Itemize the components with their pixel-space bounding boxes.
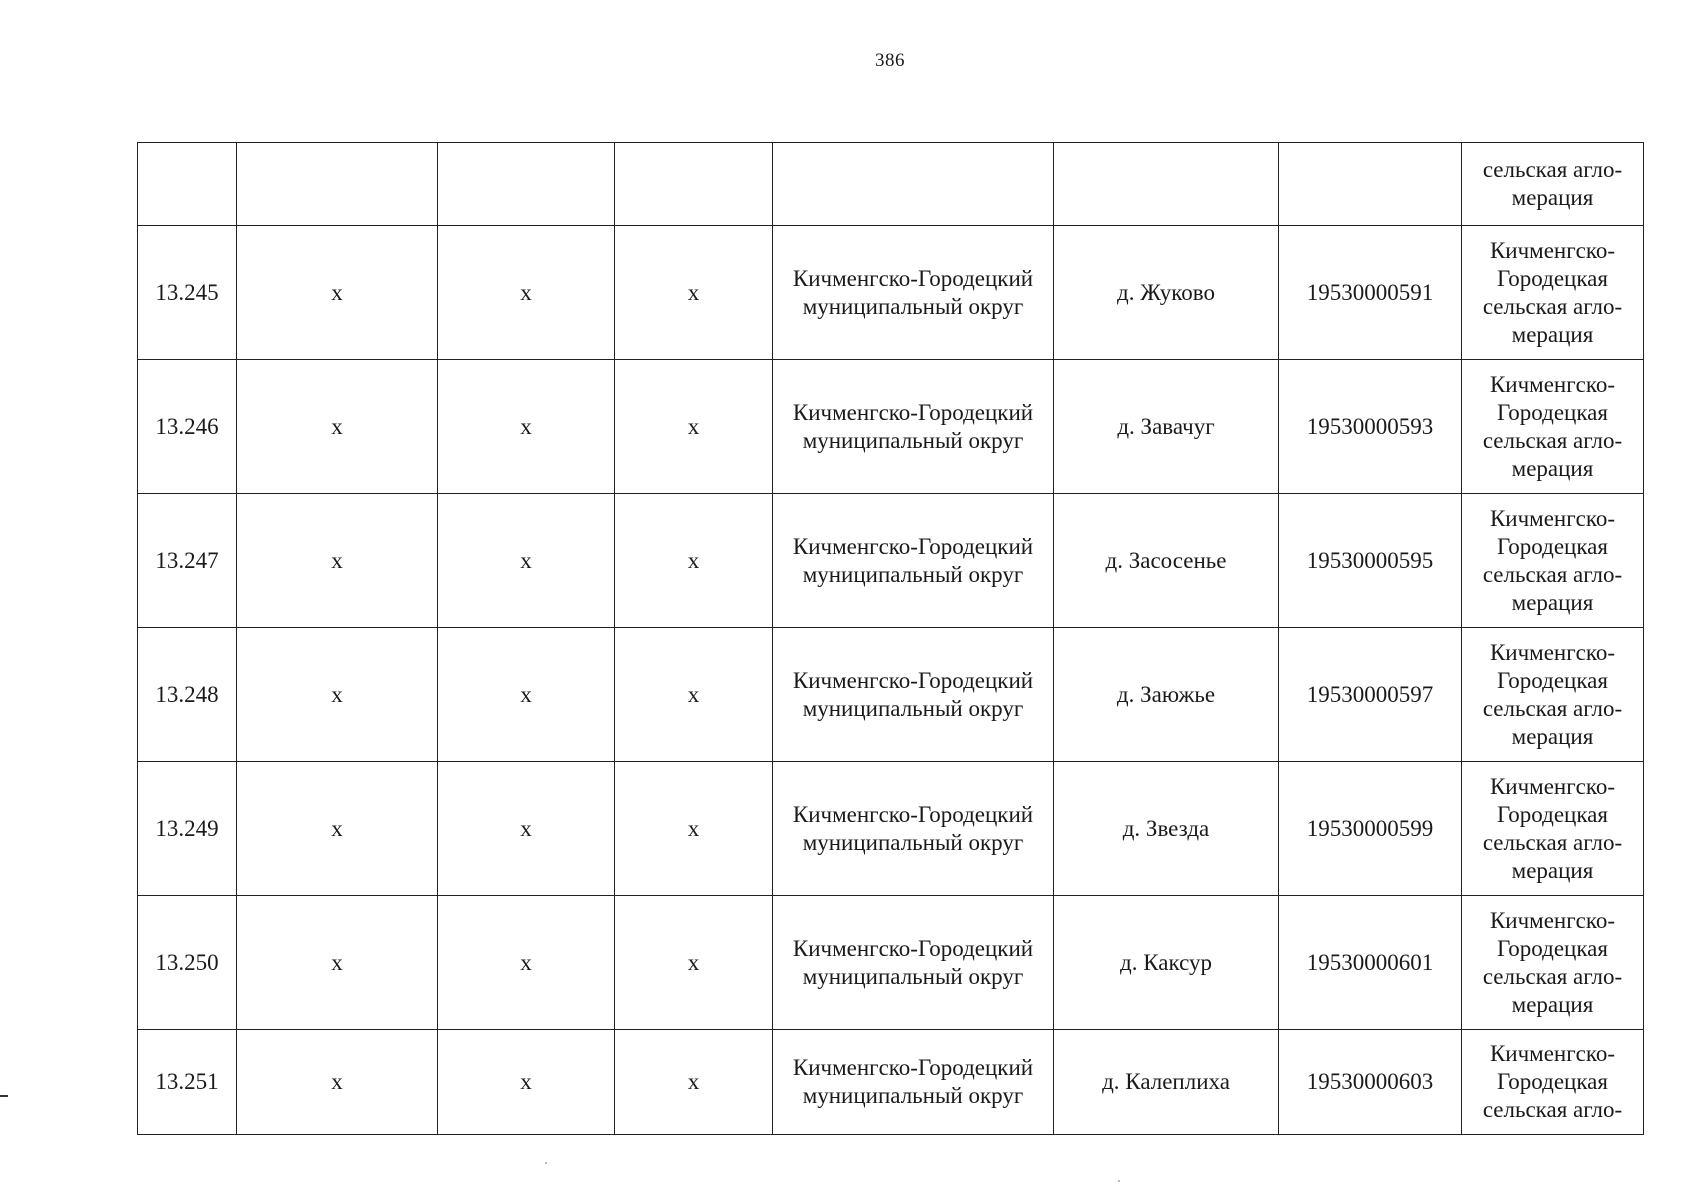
cell-district: Кичменгско-Городецкий муниципальный округ [773,896,1054,1030]
margin-mark [0,1095,8,1097]
cell-settlement: д. Каксур [1054,896,1279,1030]
cell-col2: х [237,360,438,494]
table-row [138,226,1644,360]
cell-col3: х [438,360,615,494]
cell-col2: х [237,494,438,628]
scan-speck [545,1162,547,1164]
page-number: 386 [875,50,905,71]
cell-col4: х [615,494,773,628]
cell-settlement: д. Калеплиха [1054,1030,1279,1135]
cell-col4: х [615,1030,773,1135]
cell-agglomeration: сельская агло- мерация [1462,143,1644,226]
table-row [138,360,1644,494]
cell-num: 13.247 [138,494,237,628]
cell-col3: х [438,896,615,1030]
cell-district [773,143,1054,226]
cell-num: 13.250 [138,896,237,1030]
cell-col4: х [615,762,773,896]
table-row [138,628,1644,762]
cell-district: Кичменгско-Городецкий муниципальный округ [773,494,1054,628]
cell-col2: х [237,762,438,896]
table-row [138,762,1644,896]
cell-code: 19530000593 [1279,360,1462,494]
cell-col3: х [438,762,615,896]
cell-district: Кичменгско-Городецкий муниципальный округ [773,628,1054,762]
cell-col4: х [615,628,773,762]
cell-col2: х [237,226,438,360]
cell-col3: х [438,1030,615,1135]
continuation-row [138,143,1644,226]
cell-code [1279,143,1462,226]
cell-col3: х [438,226,615,360]
cell-code: 19530000601 [1279,896,1462,1030]
cell-col2: х [237,628,438,762]
cell-num [138,143,237,226]
cell-num: 13.246 [138,360,237,494]
cell-col2: х [237,896,438,1030]
cell-district: Кичменгско-Городецкий муниципальный округ [773,762,1054,896]
cell-num: 13.248 [138,628,237,762]
table-row [138,494,1644,628]
cell-col4 [615,143,773,226]
cell-code: 19530000591 [1279,226,1462,360]
cell-col3: х [438,628,615,762]
cell-agglomeration: Кичменгско- Городецкая сельская агло- мерация [1462,628,1644,762]
cell-agglomeration: Кичменгско- Городецкая сельская агло- мерация [1462,360,1644,494]
cell-agglomeration: Кичменгско- Городецкая сельская агло- мерация [1462,762,1644,896]
table-row [138,1030,1644,1135]
cell-col4: х [615,226,773,360]
scan-speck [1118,1180,1120,1182]
cell-agglomeration: Кичменгско- Городецкая сельская агло- [1462,1030,1644,1135]
cell-settlement [1054,143,1279,226]
cell-code: 19530000595 [1279,494,1462,628]
cell-col4: х [615,360,773,494]
cell-settlement: д. Засосенье [1054,494,1279,628]
cell-agglomeration: Кичменгско- Городецкая сельская агло- мерация [1462,494,1644,628]
cell-settlement: д. Звезда [1054,762,1279,896]
cell-col4: х [615,896,773,1030]
cell-district: Кичменгско-Городецкий муниципальный округ [773,226,1054,360]
cell-col3: х [438,494,615,628]
table-body [138,143,1644,1135]
cell-district: Кичменгско-Городецкий муниципальный округ [773,1030,1054,1135]
cell-code: 19530000599 [1279,762,1462,896]
cell-district: Кичменгско-Городецкий муниципальный округ [773,360,1054,494]
cell-settlement: д. Завачуг [1054,360,1279,494]
cell-agglomeration: Кичменгско- Городецкая сельская агло- мерация [1462,226,1644,360]
cell-agglomeration: Кичменгско- Городецкая сельская агло- мерация [1462,896,1644,1030]
cell-col2 [237,143,438,226]
cell-settlement: д. Жуково [1054,226,1279,360]
settlements-table [137,142,1644,1135]
cell-col3 [438,143,615,226]
cell-num: 13.245 [138,226,237,360]
cell-settlement: д. Заюжье [1054,628,1279,762]
table-row [138,896,1644,1030]
cell-code: 19530000597 [1279,628,1462,762]
cell-num: 13.251 [138,1030,237,1135]
cell-col2: х [237,1030,438,1135]
cell-code: 19530000603 [1279,1030,1462,1135]
cell-num: 13.249 [138,762,237,896]
